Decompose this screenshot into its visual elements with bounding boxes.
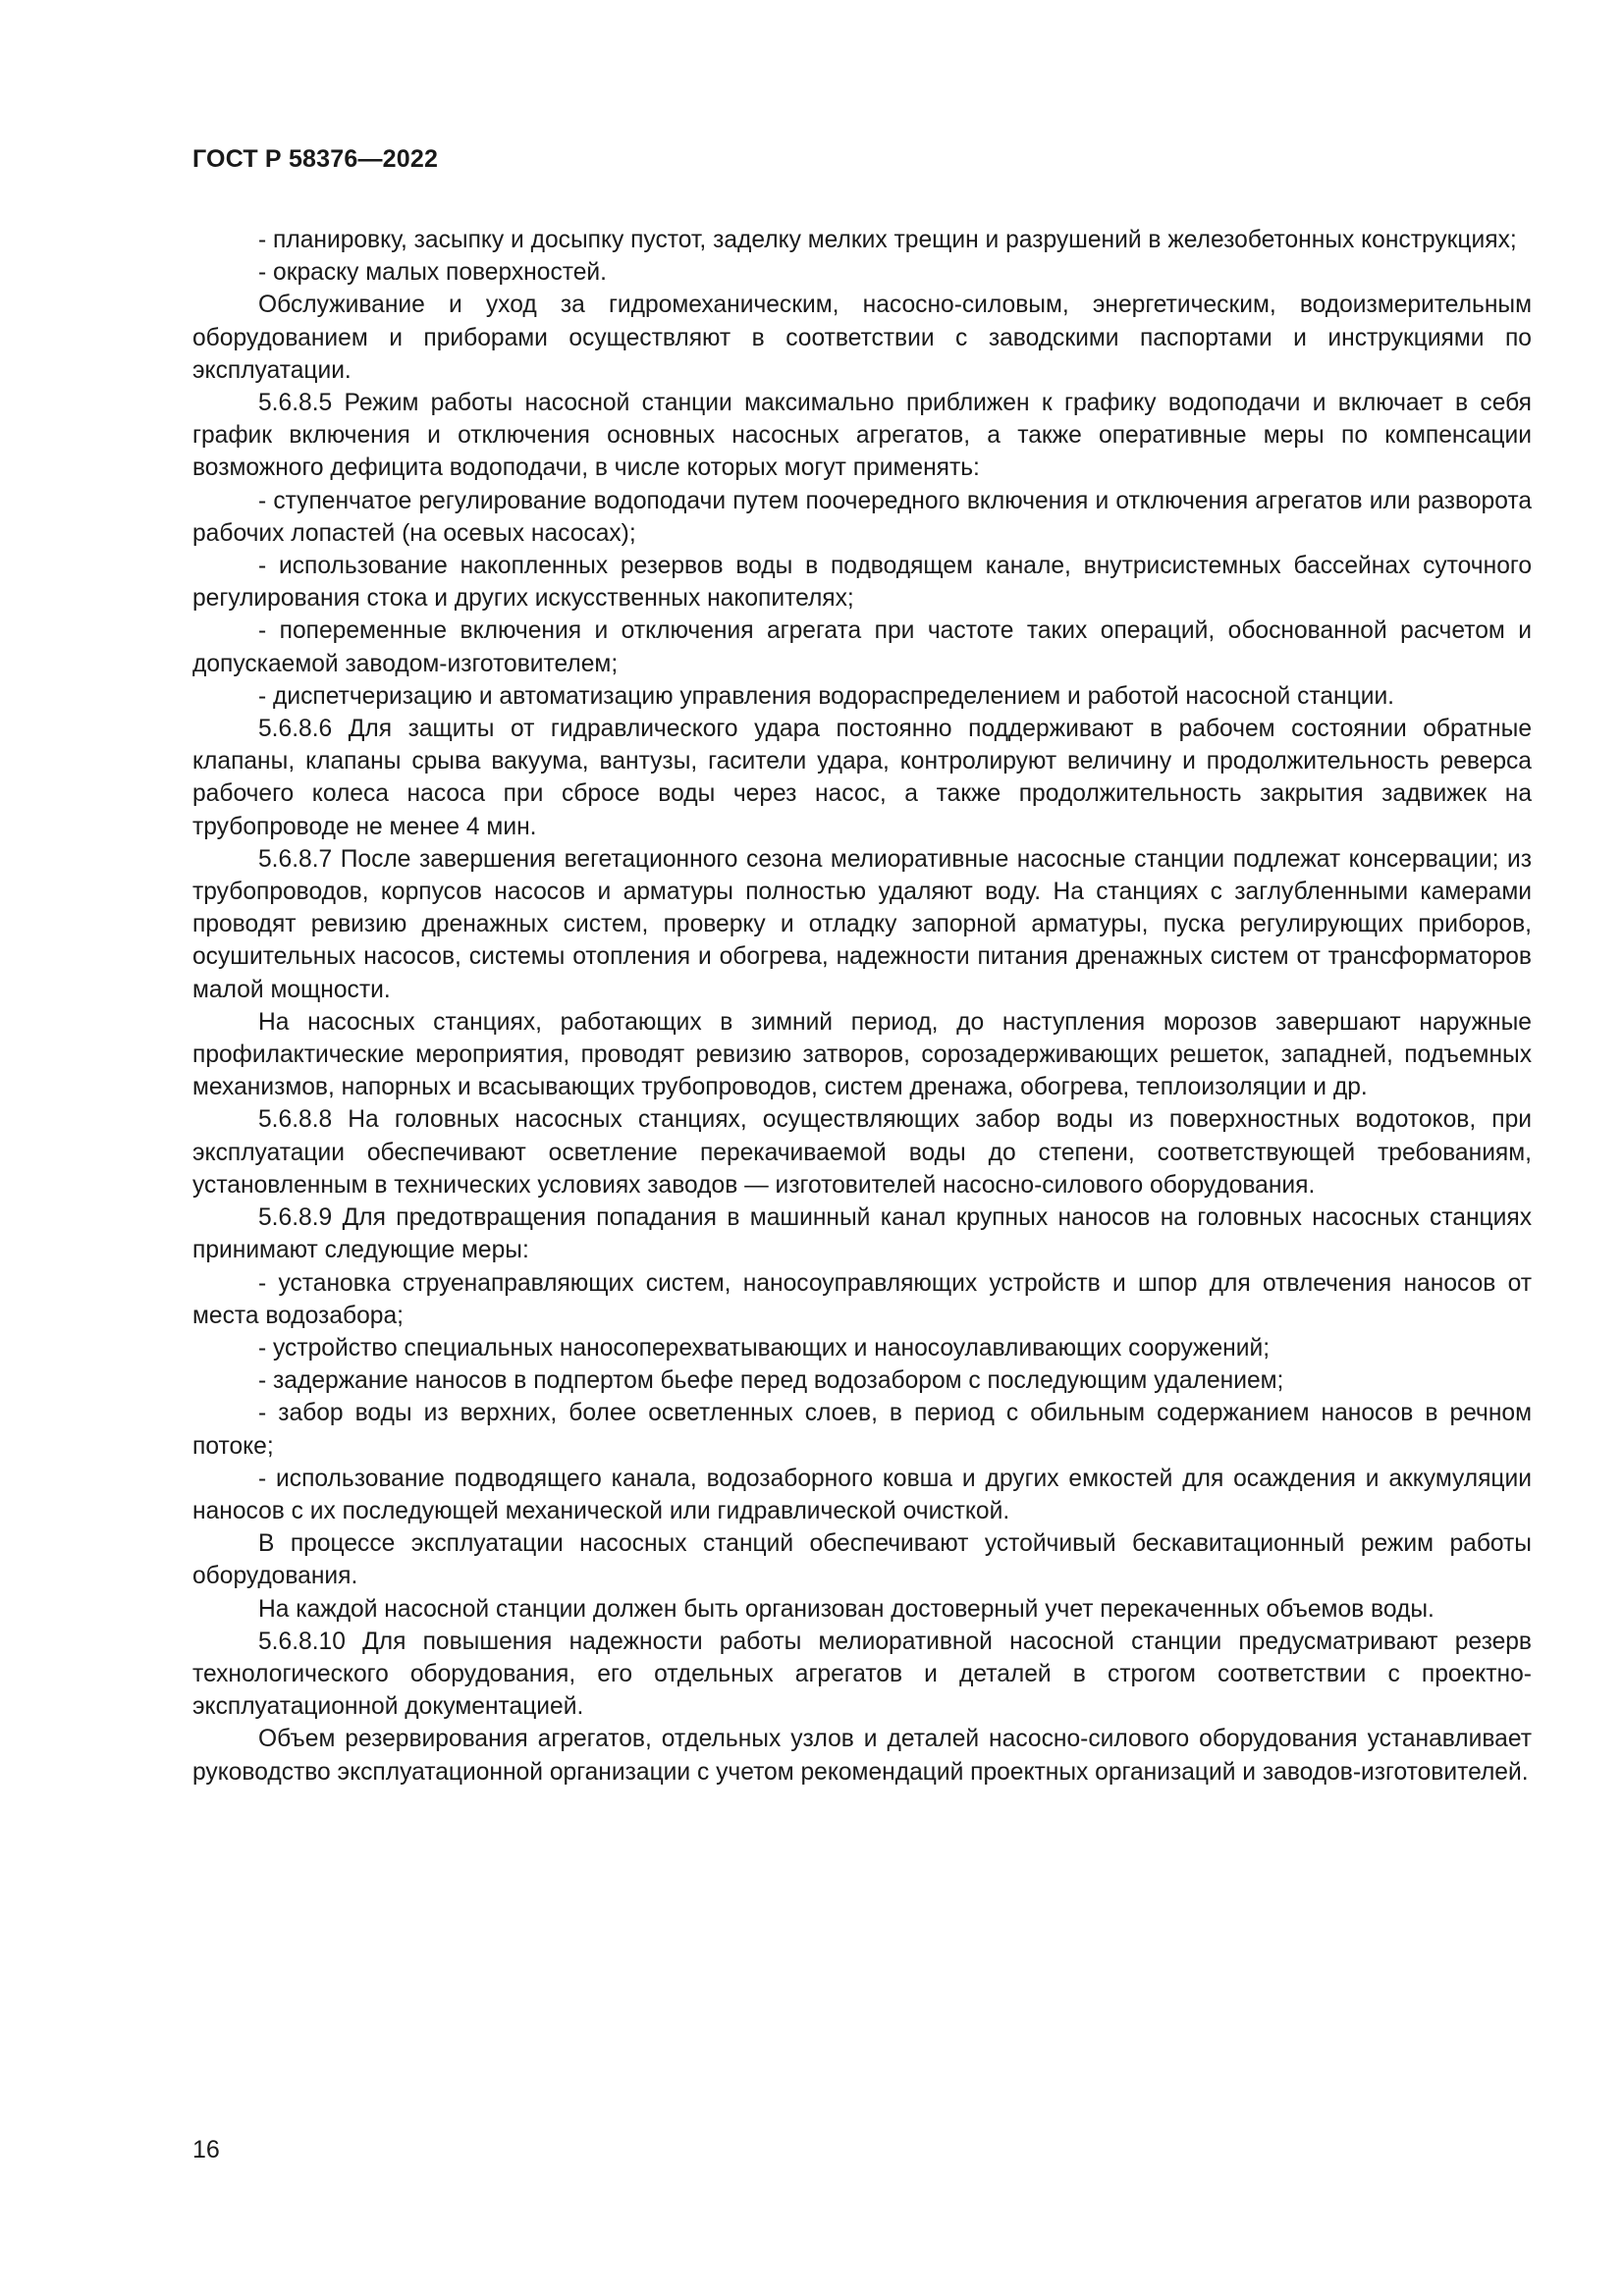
document-body <box>192 224 1532 1789</box>
paragraph: - установка струенаправляющих систем, наносоуправляющих устройств и шпор для отвлечения наносов от места водозабора; <box>192 1269 1532 1329</box>
paragraph: - задержание наносов в подпертом бьефе перед водозабором с последующим удалением; <box>258 1367 1284 1395</box>
paragraph: Объем резервирования агрегатов, отдельных узлов и деталей насосно-силового оборудования устанавливает руководство эксплуатационной организации с учетом рекомендаций проектных организаций и заводов-изготовителей. <box>192 1726 1532 1786</box>
paragraph: - забор воды из верхних, более осветленных слоев, в период с обильным содержанием наносов в речном потоке; <box>192 1400 1532 1460</box>
paragraph: 5.6.8.6 Для защиты от гидравлического удара постоянно поддерживают в рабочем состоянии обратные клапаны, клапаны срыва вакуума, вантузы, гасители удара, контролируют величину и продолжительность реверса рабочего колеса насоса при сбросе воды через насос, а также продолжительность закрытия задвижек на трубопроводе не менее 4 мин. <box>192 716 1532 840</box>
paragraph: - устройство специальных наносоперехватывающих и наносоулавливающих сооружений; <box>258 1334 1271 1362</box>
paragraph: 5.6.8.9 Для предотвращения попадания в машинный канал крупных наносов на головных насосных станциях принимают следующие меры: <box>192 1204 1532 1264</box>
paragraph: 5.6.8.10 Для повышения надежности работы мелиоративной насосной станции предусматривают резерв технологического оборудования, его отдельных агрегатов и деталей в строгом соответствии с проектно-эксплуатационной документацией. <box>192 1628 1532 1721</box>
paragraph: 5.6.8.8 На головных насосных станциях, осуществляющих забор воды из поверхностных водотоков, при эксплуатации обеспечивают осветление перекачиваемой воды до степени, соответствующей требованиям, установленным в технических условиях заводов — изготовителей насосно-силового оборудования. <box>192 1106 1532 1199</box>
paragraph: - планировку, засыпку и досыпку пустот, заделку мелких трещин и разрушений в железобетонных конструкциях; <box>258 227 1517 253</box>
paragraph: - окраску малых поверхностей. <box>258 259 607 287</box>
paragraph: - ступенчатое регулирование водоподачи путем поочередного включения и отключения агрегатов или разворота рабочих лопастей (на осевых насосах); <box>192 487 1532 547</box>
paragraph: - попеременные включения и отключения агрегата при частоте таких операций, обоснованной расчетом и допускаемой заводом-изготовителем; <box>192 617 1532 677</box>
paragraph: 5.6.8.7 После завершения вегетационного сезона мелиоративные насосные станции подлежат консервации; из трубопроводов, корпусов насосов и арматуры полностью удаляют воду. На станциях с заглубленными камерами проводят ревизию дренажных систем, проверку и отладку запорной арматуры, пуска регулирующих приборов, осушительных насосов, системы отопления и обогрева, надежности питания дренажных систем от трансформаторов малой мощности. <box>192 845 1532 1003</box>
paragraph: - диспетчеризацию и автоматизацию управления водораспределением и работой насосной станции. <box>258 682 1395 710</box>
paragraph: На каждой насосной станции должен быть организован достоверный учет перекаченных объемов воды. <box>258 1595 1435 1623</box>
paragraph: На насосных станциях, работающих в зимний период, до наступления морозов завершают наружные профилактические мероприятия, проводят ревизию затворов, сорозадерживающих решеток, западней, подъемных механизмов, напорных и всасывающих трубопроводов, систем дренажа, обогрева, теплоизоляции и др. <box>192 1008 1532 1101</box>
paragraph: В процессе эксплуатации насосных станций обеспечивают устойчивый бескавитационный режим работы оборудования. <box>192 1530 1532 1590</box>
paragraph: 5.6.8.5 Режим работы насосной станции максимально приближен к графику водоподачи и включает в себя график включения и отключения основных насосных агрегатов, а также оперативные меры по компенсации возможного дефицита водоподачи, в числе которых могут применять: <box>192 390 1532 482</box>
paragraph: - использование накопленных резервов воды в подводящем канале, внутрисистемных бассейнах суточного регулирования стока и других искусственных накопителях; <box>192 553 1532 613</box>
page-number: 16 <box>192 2136 220 2163</box>
paragraph: - использование подводящего канала, водозаборного ковша и других емкостей для осаждения и аккумуляции наносов с их последующей механической или гидравлической очисткой. <box>192 1465 1532 1524</box>
paragraph: Обслуживание и уход за гидромеханическим, насосно-силовым, энергетическим, водоизмерительным оборудованием и приборами осуществляют в соответствии с заводскими паспортами и инструкциями по эксплуатации. <box>192 292 1532 384</box>
document-header-id: ГОСТ Р 58376—2022 <box>192 145 439 173</box>
